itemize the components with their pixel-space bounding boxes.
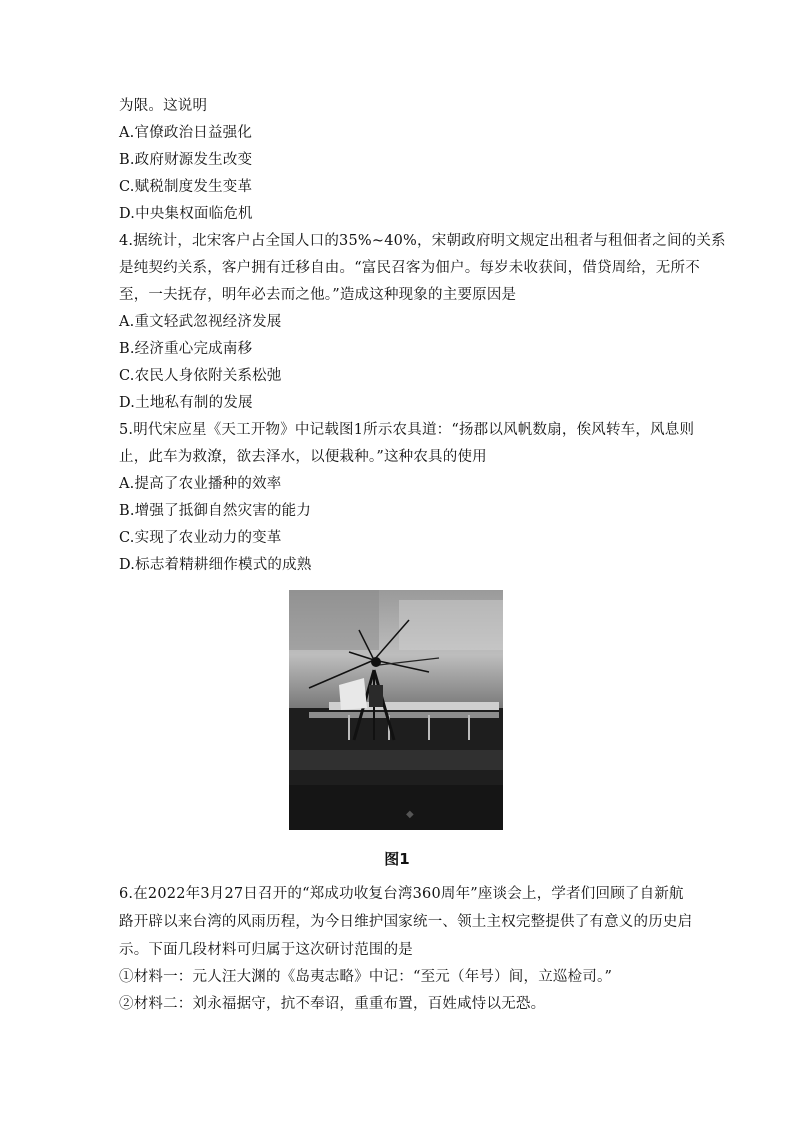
option-d: D.标志着精耕细作模式的成熟 [119, 557, 312, 573]
question-4-line: 是纯契约关系，客户拥有迁移自由。“富民召客为佃户。每岁未收获间，借贷周给，无所不 [119, 260, 700, 276]
question-6-line: 示。下面几段材料可归属于这次研讨范围的是 [119, 942, 413, 958]
question-6-line: 路开辟以来台湾的风雨历程，为今日维护国家统一、领土主权完整提供了有意义的历史启 [119, 914, 693, 930]
option-b: B.政府财源发生改变 [119, 152, 253, 168]
option-c: C.实现了农业动力的变革 [119, 530, 282, 546]
option-a: A.重文轻武忽视经济发展 [119, 314, 282, 330]
option-c: C.赋税制度发生变革 [119, 179, 253, 195]
option-a: A.提高了农业播种的效率 [119, 476, 282, 492]
option-b: B.经济重心完成南移 [119, 341, 253, 357]
figure-caption: 图1 [384, 850, 410, 868]
windmill-water-wheel-image [289, 590, 503, 830]
option-d: D.中央集权面临危机 [119, 206, 253, 222]
option-d: D.土地私有制的发展 [119, 395, 253, 411]
question-4-line: 4.据统计，北宋客户占全国人口的35%~40%，宋朝政府明文规定出租者与租佃者之间的关系 [119, 233, 726, 249]
question-4-line: 至，一夫抚存，明年必去而之他。”造成这种现象的主要原因是 [119, 287, 517, 303]
svg-text:◆: ◆ [406, 809, 414, 820]
question-6-line: 6.在2022年3月27日召开的“郑成功收复台湾360周年”座谈会上，学者们回顾了自新航 [119, 886, 684, 902]
text-line: 为限。这说明 [119, 98, 208, 114]
material-1: ①材料一：元人汪大渊的《岛夷志略》中记：“至元（年号）间，立巡检司。” [119, 969, 613, 985]
figure-1-photo [289, 590, 503, 830]
option-a: A.官僚政治日益强化 [119, 125, 253, 141]
question-5-line: 止，此车为救潦，欲去泽水，以便栽种。”这种农具的使用 [119, 449, 487, 465]
material-2: ②材料二：刘永福据守，抗不奉诏，重重布置，百姓咸恃以无恐。 [119, 996, 546, 1012]
option-b: B.增强了抵御自然灾害的能力 [119, 503, 312, 519]
option-c: C.农民人身依附关系松弛 [119, 368, 282, 384]
question-5-line: 5.明代宋应星《天工开物》中记载图1所示农具道：“扬郡以风帆数扇，俟风转车，风息则 [119, 422, 695, 438]
